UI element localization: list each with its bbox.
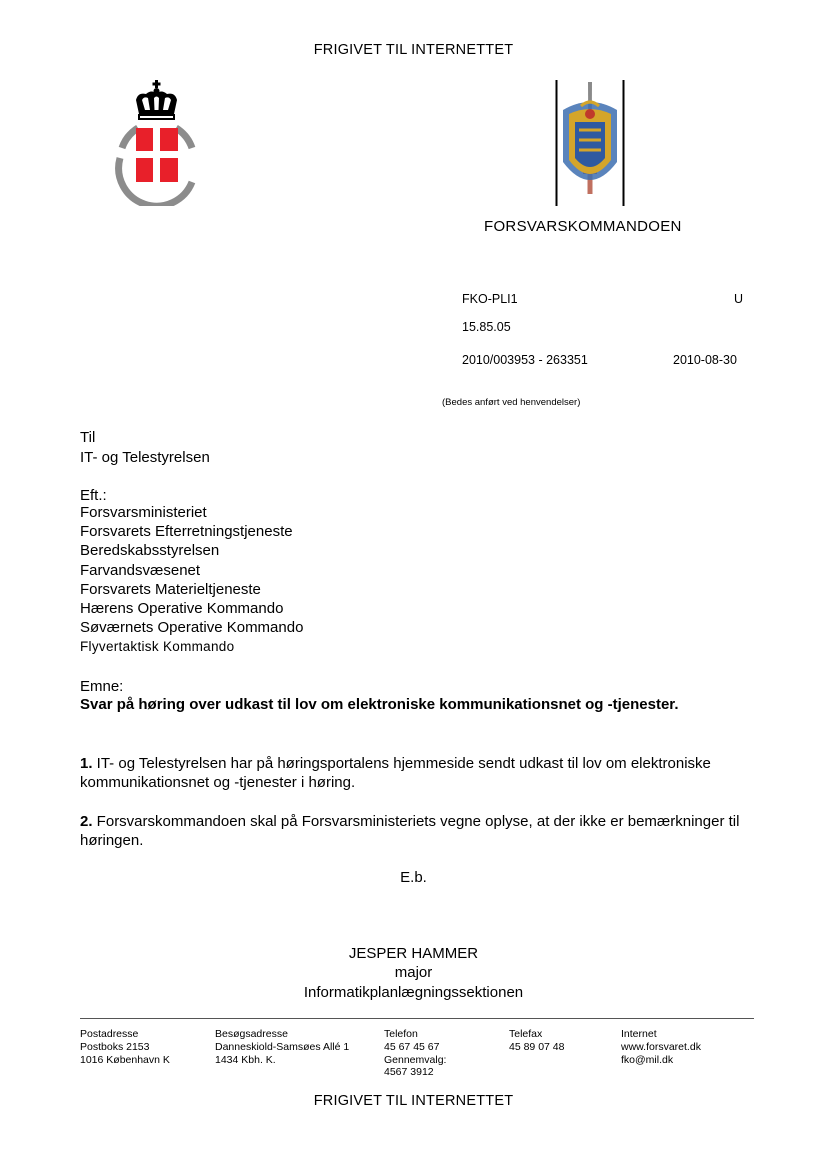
classification-mark: U <box>734 292 744 306</box>
paragraph-number: 1. <box>80 755 93 772</box>
case-number: 2010/003953 - 263351 <box>462 353 588 367</box>
footer-visit <box>215 1028 349 1066</box>
footer-line: Gennemvalg: <box>384 1053 447 1066</box>
footer-heading: Telefon <box>384 1028 418 1040</box>
footer-email-link[interactable]: fko@mil.dk <box>621 1053 674 1066</box>
to-name: IT- og Telestyrelsen <box>80 449 210 466</box>
paragraph-text: IT- og Telestyrelsen har på høringsportalens hjemmeside sendt udkast til lov om elektroniske kommunikationsnet og -tjenester i høring. <box>80 755 711 792</box>
organization-name: FORSVARSKOMMANDOEN <box>484 218 682 235</box>
danish-defence-logo <box>108 80 206 206</box>
footer-internet <box>621 1028 701 1066</box>
paragraph-number: 2. <box>80 813 93 830</box>
paragraph-text: Forsvarskommandoen skal på Forsvarsministeriets vegne oplyse, at der ikke er bemærkninger til høringen. <box>80 813 740 850</box>
footer-heading: Postadresse <box>80 1028 139 1040</box>
cc-list <box>80 503 303 657</box>
footer-line: 4567 3912 <box>384 1066 434 1079</box>
subject-label: Emne: <box>80 678 124 695</box>
paragraph-1 <box>80 754 760 793</box>
footer-phone <box>384 1028 446 1079</box>
reference-note: (Bedes anført ved henvendelser) <box>442 397 581 408</box>
footer-line: 1434 Kbh. K. <box>215 1053 276 1066</box>
footer-line: 45 67 45 67 <box>384 1040 440 1053</box>
release-banner-bottom: FRIGIVET TIL INTERNETTET <box>313 1093 514 1109</box>
cc-item: Søværnets Operative Kommando <box>80 619 304 637</box>
letter-date: 2010-08-30 <box>673 353 737 367</box>
cc-item: Hærens Operative Kommando <box>80 600 284 618</box>
footer-divider <box>80 1018 754 1019</box>
footer-line: Danneskiold-Samsøes Allé 1 <box>215 1040 350 1053</box>
closing-eb: E.b. <box>400 869 427 886</box>
subject-line: Svar på høring over udkast til lov om elektroniske kommunikationsnet og -tjenester. <box>80 696 679 713</box>
cc-item: Farvandsvæsenet <box>80 561 201 579</box>
footer-fax <box>509 1028 564 1054</box>
coat-of-arms-icon <box>563 102 617 180</box>
cc-item: Forsvarets Materieltjeneste <box>80 580 261 598</box>
signer-rank: major <box>394 964 433 981</box>
forsvarskommandoen-emblem <box>555 80 627 206</box>
cc-label: Eft.: <box>80 487 107 504</box>
crown-icon <box>136 80 177 120</box>
cc-item: Forsvarsministeriet <box>80 504 207 521</box>
signer-name: JESPER HAMMER <box>348 945 479 962</box>
unit-code: FKO-PLI1 <box>462 292 518 306</box>
danish-flag-cross-icon <box>136 128 178 182</box>
to-label: Til <box>80 429 96 446</box>
footer-line: Postboks 2153 <box>80 1040 150 1053</box>
footer-line: 45 89 07 48 <box>509 1040 565 1053</box>
release-banner-top: FRIGIVET TIL INTERNETTET <box>313 42 514 58</box>
footer-line: 1016 København K <box>80 1053 170 1066</box>
footer-postal <box>80 1028 170 1066</box>
paragraph-2 <box>80 812 760 851</box>
footer-link[interactable]: www.forsvaret.dk <box>621 1040 701 1053</box>
signer-section: Informatikplanlægningssektionen <box>303 984 524 1001</box>
footer-heading: Telefax <box>509 1028 543 1040</box>
cc-item: Flyvertaktisk Kommando <box>80 639 235 655</box>
cc-item: Beredskabsstyrelsen <box>80 542 220 560</box>
footer-heading: Internet <box>621 1028 657 1040</box>
footer-heading: Besøgsadresse <box>215 1028 288 1040</box>
file-number: 15.85.05 <box>462 320 511 334</box>
cc-item: Forsvarets Efterretningstjeneste <box>80 523 293 541</box>
